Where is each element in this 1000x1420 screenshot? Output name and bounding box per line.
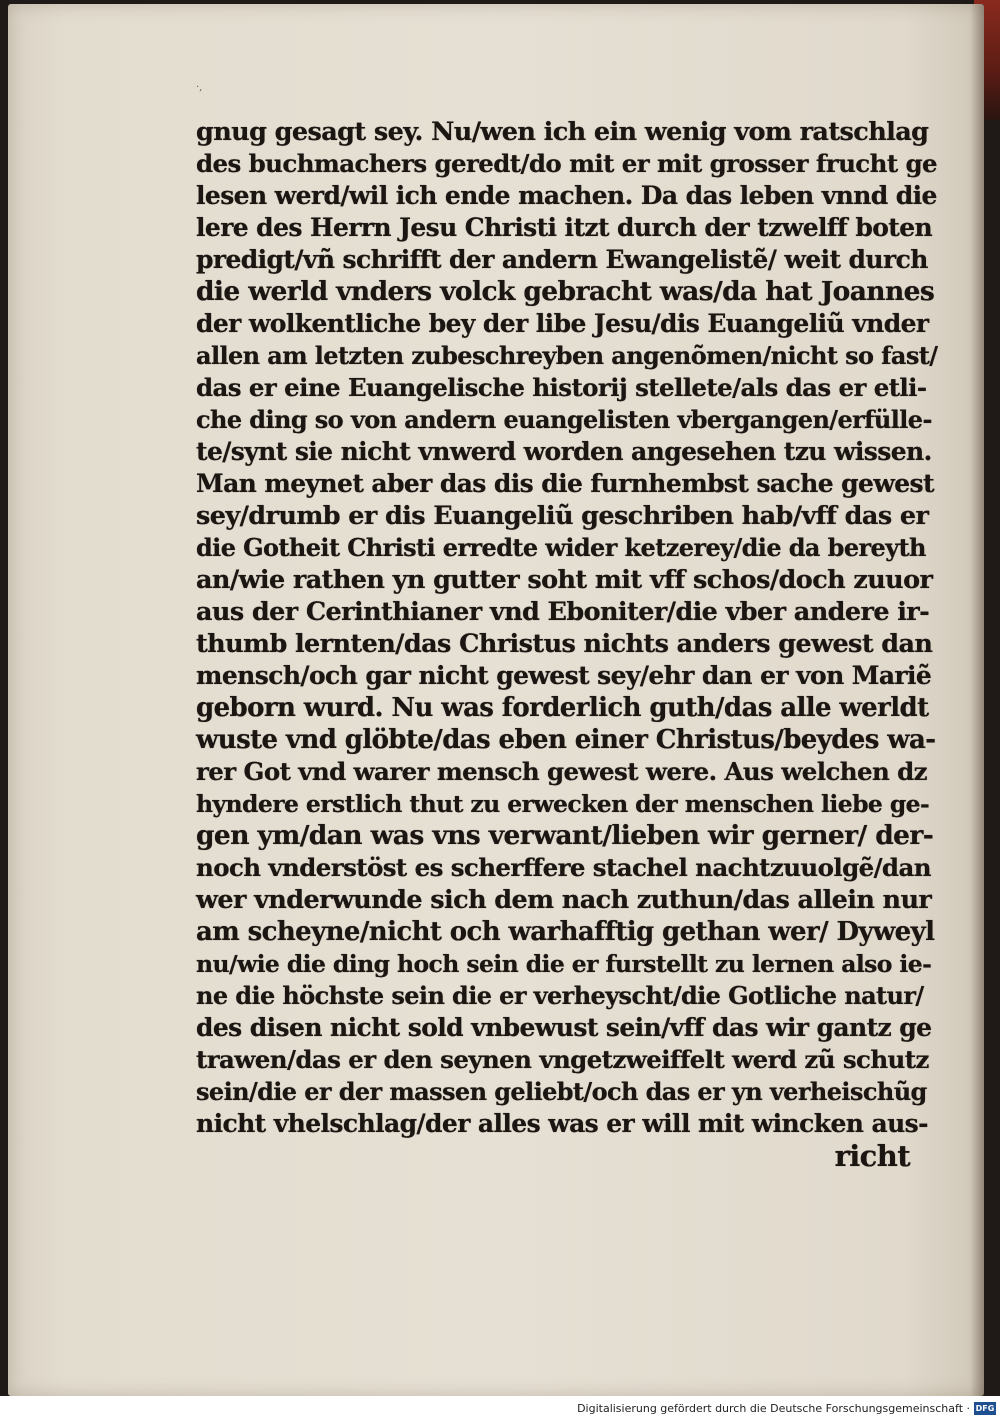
text-line: hyndere erstlich thut zu erwecken der menschen liebe ge- [196,790,930,818]
text-line: thumb lernten/das Christus nichts anders gewest dan [196,629,933,659]
page-text-block [196,116,936,1172]
text-line: gen ym/dan was vns verwant/lieben wir gerner/ der- [196,820,934,851]
text-line: nicht vhelschlag/der alles was er will mit wincken aus- [196,1109,928,1138]
text-line: mensch/och gar nicht gewest sey/ehr dan er von Mariẽ [196,661,932,690]
catchword: richt [834,1139,910,1173]
text-line: allen am letzten zubeschreyben angenõmen/nicht so fast/ [196,341,938,370]
text-line: wer vnderwunde sich dem nach zuthun/das allein nur [196,885,932,915]
text-line: ne die höchste sein die er verheyscht/die Gotliche natur/ [196,981,924,1010]
text-line: lesen werd/wil ich ende machen. Da das leben vnnd die [196,181,937,210]
text-line: die Gotheit Christi erredte wider ketzerey/die da bereyth [196,533,926,562]
text-line: geborn wurd. Nu was forderlich guth/das alle werldt [196,693,929,723]
text-line: sein/die er der massen geliebt/och das er yn verheischũg [196,1077,927,1106]
text-line: te/synt sie nicht vnwerd worden angesehen tzu wissen. [196,437,932,466]
page-gutter-shadow [970,4,984,1396]
text-line: der wolkentliche bey der libe Jesu/dis Euangeliũ vnder [196,309,929,338]
text-line: am scheyne/nicht och warhafftig gethan wer/ Dyweyl [196,917,935,947]
text-line: gnug gesagt sey. Nu/wen ich ein wenig vom ratschlag [196,117,929,147]
funding-credit: Digitalisierung gefördert durch die Deutsche Forschungsgemeinschaft · [577,1402,970,1415]
text-line: che ding so von andern euangelisten vbergangen/erfülle- [196,405,932,434]
text-line: des disen nicht sold vnbewust sein/vff das wir gantz ge [196,1013,932,1042]
text-line: die werld vnders volck gebracht was/da hat Joannes [196,276,935,307]
text-line: noch vnderstöst es scherffere stachel nachtzuuolgẽ/dan [196,853,931,882]
text-line: sey/drumb er dis Euangeliũ geschriben hab/vff das er [196,501,929,531]
text-line: des buchmachers geredt/do mit er mit grosser frucht ge [196,149,938,178]
text-line: predigt/vñ schrifft der andern Ewangelistẽ/ weit durch [196,245,928,274]
dfg-logo-icon: DFG [975,1404,995,1413]
text-line: lere des Herrn Jesu Christi itzt durch der tzwelff boten [196,213,933,242]
text-line: rer Got vnd warer mensch gewest were. Aus welchen dz [196,757,927,786]
text-line: nu/wie die ding hoch sein die er furstellt zu lernen also ie- [196,950,932,978]
footer-bar [0,1396,1000,1420]
text-line: Man meynet aber das dis die furnhembst sache gewest [196,469,934,498]
text-line: wuste vnd glöbte/das eben einer Christus/beydes wa- [196,725,936,755]
text-line: an/wie rathen yn gutter soht mit vff schos/doch zuuor [196,565,933,595]
page-speck: ·, [196,82,203,93]
text-line: trawen/das er den seynen vngetzweiffelt werd zũ schutz [196,1045,929,1074]
text-line: aus der Cerinthianer vnd Eboniter/die vber andere ir- [196,597,930,627]
text-line: das er eine Euangelische historij stellete/als das er etli- [196,373,927,402]
